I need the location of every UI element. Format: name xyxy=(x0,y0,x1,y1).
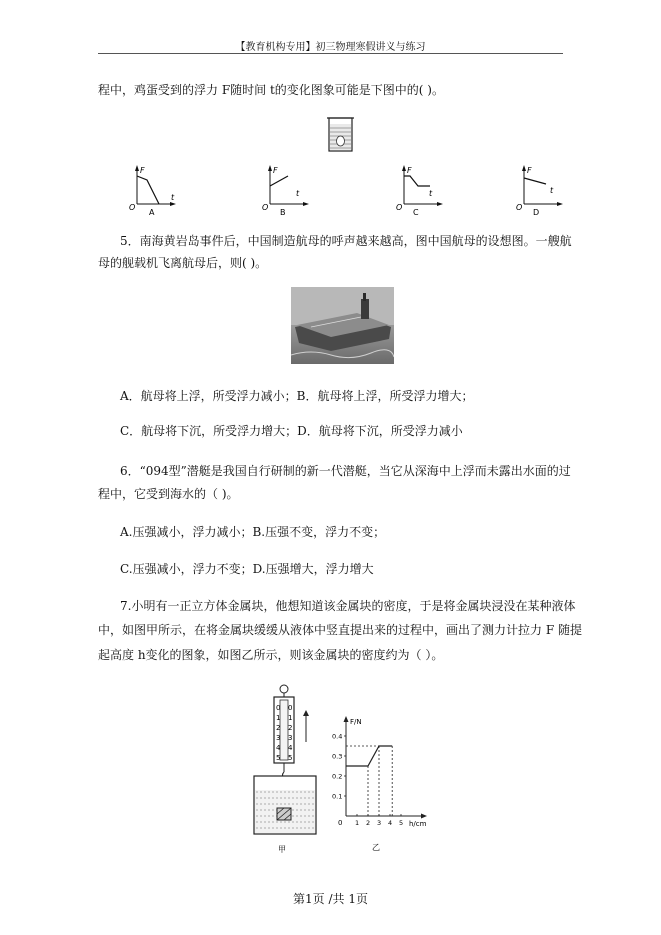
q7-text-line1: 7.小明有一正立方体金属块，他想知道该金属块的密度，于是将金属块浸没在某种液体 xyxy=(120,599,576,613)
svg-text:0: 0 xyxy=(288,704,293,712)
option-d-letter: D xyxy=(533,208,540,217)
chart-y-tick-label: 0.4 xyxy=(332,732,343,741)
chart-origin: 0 xyxy=(338,819,343,827)
svg-text:2: 2 xyxy=(288,724,293,732)
q7-text-line3: 起高度 h变化的图象，如图乙所示，则该金属块的密度约为（ ）。 xyxy=(98,648,444,662)
q6-text-line2: 程中，它受到海水的（ )。 xyxy=(98,487,239,501)
q6-options-cd: C.压强减小，浮力不变；D.压强增大，浮力增大 xyxy=(120,562,374,576)
option-c-x-label: t xyxy=(429,189,433,198)
option-c-graph xyxy=(392,162,452,218)
svg-text:0: 0 xyxy=(276,704,281,712)
option-d-x-label: t xyxy=(550,186,554,195)
chart-y-arrow xyxy=(344,716,349,722)
option-c-origin: O xyxy=(396,203,403,212)
chart-x-tick-label: 5 xyxy=(399,819,404,827)
beaker-image xyxy=(326,114,356,154)
option-b-x-label: t xyxy=(296,189,300,198)
chart-x-tick-label: 1 xyxy=(355,819,360,827)
svg-text:5: 5 xyxy=(288,754,293,762)
chart-x-tick-label: 2 xyxy=(366,819,371,827)
q5-options-ab: A．航母将上浮，所受浮力减小；B．航母将上浮，所受浮力增大； xyxy=(120,389,474,403)
q5-text-line1: 5．南海黄岩岛事件后，中国制造航母的呼声越来越高，图中国航母的设想图。一艘航 xyxy=(120,234,572,248)
option-d-origin: O xyxy=(516,203,523,212)
option-a-x-label: t xyxy=(171,193,175,202)
chart-x-label: h/cm xyxy=(409,820,427,828)
page-header: 【教育机构专用】初三物理寒假讲义与练习 xyxy=(235,42,426,53)
chart-y-tick-label: 0.2 xyxy=(332,772,343,781)
svg-text:1: 1 xyxy=(276,714,281,722)
q7-text-line2: 中，如图甲所示，在将金属块缓缓从液体中竖直提出来的过程中，画出了测力计拉力 F 随提 xyxy=(98,623,582,637)
chart-x-tick-label: 3 xyxy=(377,819,382,827)
page-footer: 第1页 /共 1页 xyxy=(293,892,368,906)
chart-reference-lines xyxy=(346,746,392,816)
force-height-chart xyxy=(326,710,436,860)
header-divider xyxy=(98,53,563,54)
q4-text: 程中，鸡蛋受到的浮力 F随时间 t的变化图象可能是下图中的( )。 xyxy=(98,83,444,97)
svg-text:3: 3 xyxy=(276,734,281,742)
figure-jia-caption: 甲 xyxy=(278,845,286,854)
svg-text:4: 4 xyxy=(288,744,293,752)
svg-text:2: 2 xyxy=(276,724,281,732)
chart-x-tick-label: 4 xyxy=(388,819,393,827)
aircraft-carrier-image xyxy=(291,287,394,364)
spring-scale-figure xyxy=(250,684,320,856)
option-a-letter: A xyxy=(149,208,155,217)
svg-text:3: 3 xyxy=(288,734,293,742)
svg-text:4: 4 xyxy=(276,744,281,752)
option-a-origin: O xyxy=(129,203,136,212)
option-c-y-label: F xyxy=(407,166,412,175)
chart-y-tick-label: 0.1 xyxy=(332,792,343,801)
figure-yi-caption: 乙 xyxy=(372,843,380,852)
option-d-graph xyxy=(512,162,572,218)
option-b-origin: O xyxy=(262,203,269,212)
option-a-y-label: F xyxy=(140,166,145,175)
q5-text-line2: 母的舰载机飞离航母后，则( )。 xyxy=(98,256,268,270)
chart-y-label: F/N xyxy=(350,718,362,726)
q6-text-line1: 6．“094型”潜艇是我国自行研制的新一代潜艇，当它从深海中上浮而未露出水面的过 xyxy=(120,464,571,478)
chart-axes xyxy=(344,716,428,819)
svg-text:1: 1 xyxy=(288,714,293,722)
option-c-letter: C xyxy=(413,208,419,217)
svg-text:5: 5 xyxy=(276,754,281,762)
q5-options-cd: C．航母将下沉，所受浮力增大；D．航母将下沉，所受浮力减小 xyxy=(120,424,463,438)
option-d-y-label: F xyxy=(527,166,532,175)
option-a-graph xyxy=(125,162,185,218)
q6-options-ab: A.压强减小，浮力减小；B.压强不变，浮力不变； xyxy=(120,525,386,539)
option-b-y-label: F xyxy=(273,166,278,175)
chart-series-line xyxy=(346,746,392,766)
option-b-letter: B xyxy=(280,208,286,217)
chart-y-tick-label: 0.3 xyxy=(332,752,343,761)
option-b-graph xyxy=(258,162,318,218)
chart-x-arrow xyxy=(421,814,427,819)
